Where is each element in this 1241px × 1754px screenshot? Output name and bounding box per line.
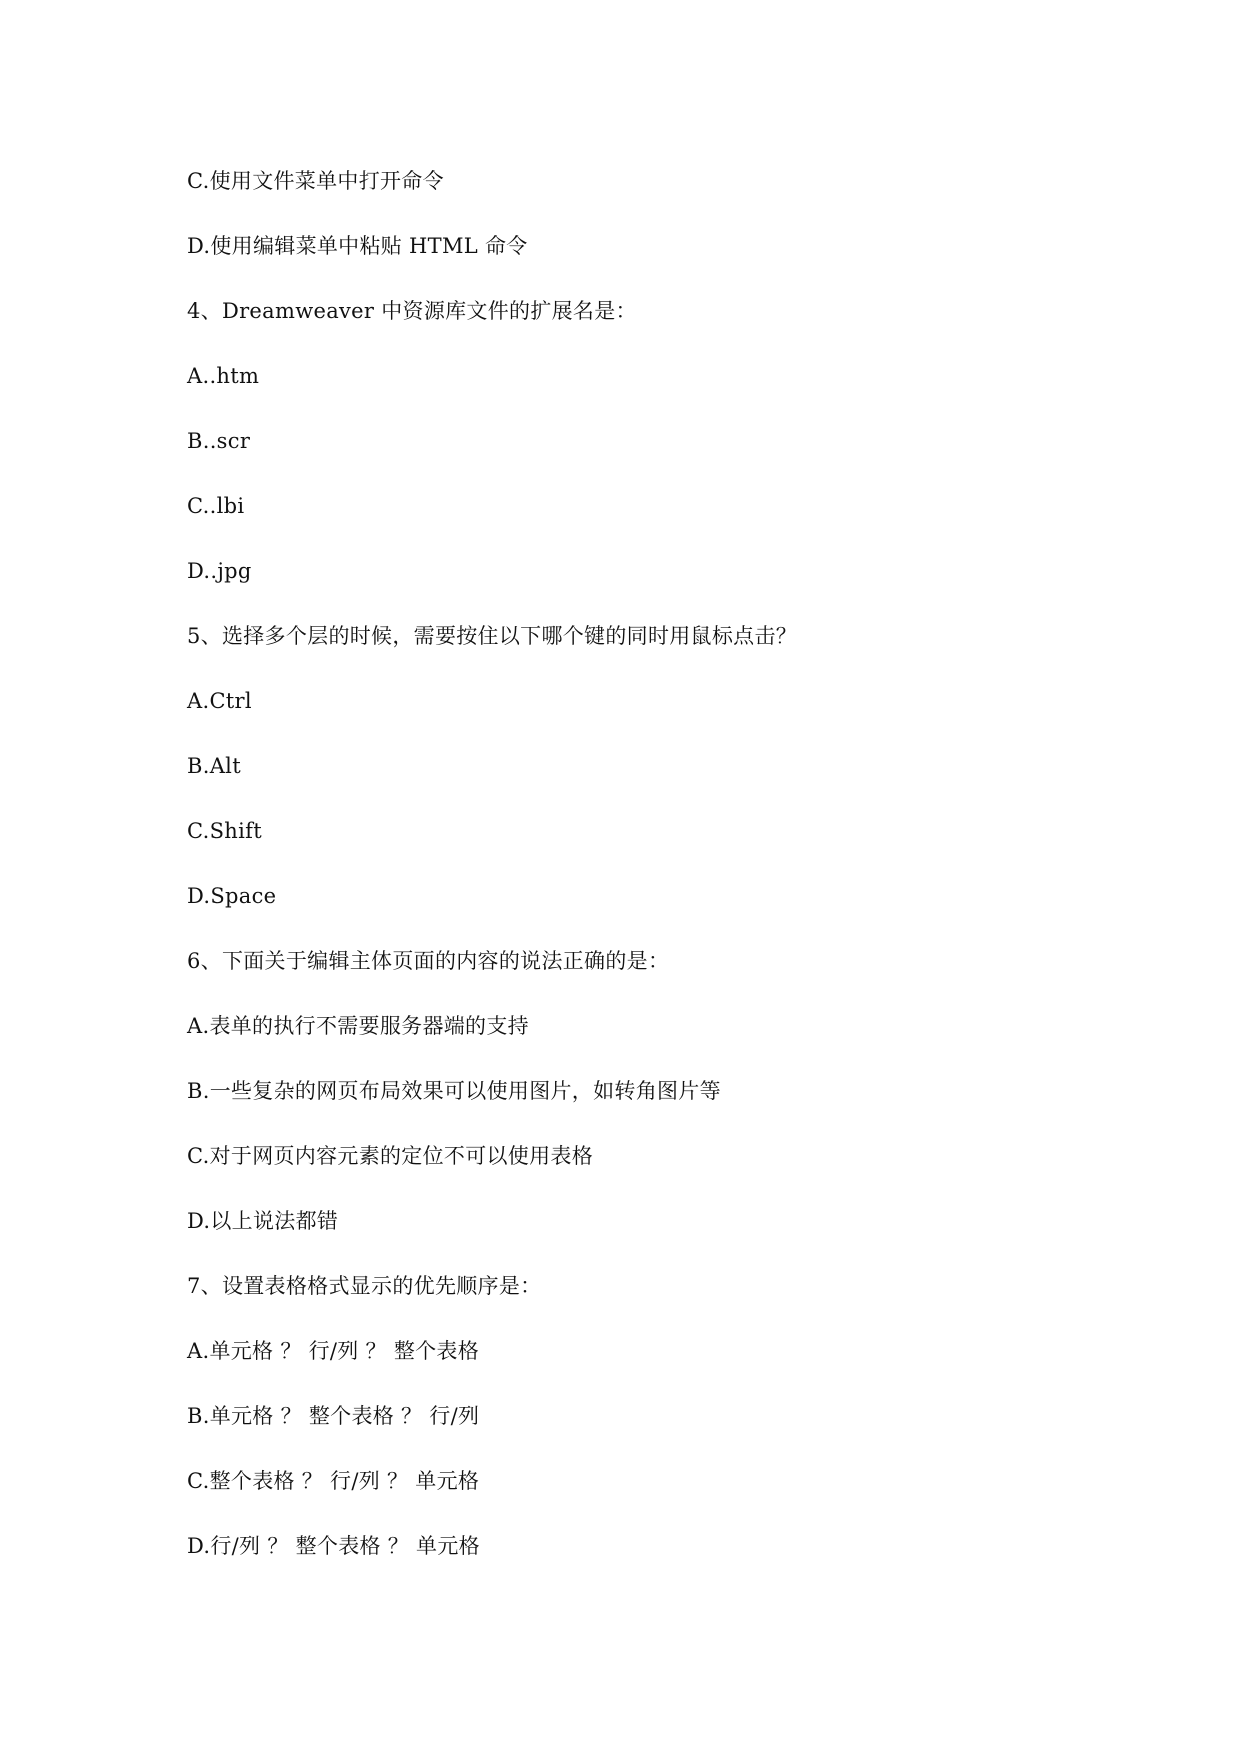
option-d-q4: D..jpg xyxy=(187,559,252,583)
question-6: 6、下面关于编辑主体页面的内容的说法正确的是： xyxy=(187,949,670,973)
option-c-q6: C.对于网页内容元素的定位不可以使用表格 xyxy=(187,1144,593,1168)
option-d-q5: D.Space xyxy=(187,884,277,908)
option-d-q3: D.使用编辑菜单中粘贴 HTML 命令 xyxy=(187,234,528,258)
option-c-q7: C.整个表格 ？ 行/列 ？ 单元格 xyxy=(187,1469,480,1493)
option-b-q4: B..scr xyxy=(187,429,251,453)
option-b-q6: B.一些复杂的网页布局效果可以使用图片，如转角图片等 xyxy=(187,1079,721,1103)
option-c-q3: C.使用文件菜单中打开命令 xyxy=(187,169,444,193)
option-c-q5: C.Shift xyxy=(187,819,262,843)
option-d-q6: D.以上说法都错 xyxy=(187,1209,339,1233)
question-5: 5、选择多个层的时候，需要按住以下哪个键的同时用鼠标点击？ xyxy=(187,624,798,648)
option-c-q4: C..lbi xyxy=(187,494,245,518)
option-b-q7: B.单元格 ？ 整个表格 ？ 行/列 xyxy=(187,1404,480,1428)
option-a-q4: A..htm xyxy=(187,364,260,388)
option-a-q6: A.表单的执行不需要服务器端的支持 xyxy=(187,1014,529,1038)
option-d-q7: D.行/列 ？ 整个表格 ？ 单元格 xyxy=(187,1534,480,1558)
option-b-q5: B.Alt xyxy=(187,754,241,778)
question-4: 4、Dreamweaver 中资源库文件的扩展名是： xyxy=(187,299,637,323)
option-a-q7: A.单元格 ？ 行/列 ？ 整个表格 xyxy=(187,1339,480,1363)
option-a-q5: A.Ctrl xyxy=(187,689,252,713)
question-7: 7、设置表格格式显示的优先顺序是： xyxy=(187,1274,542,1298)
